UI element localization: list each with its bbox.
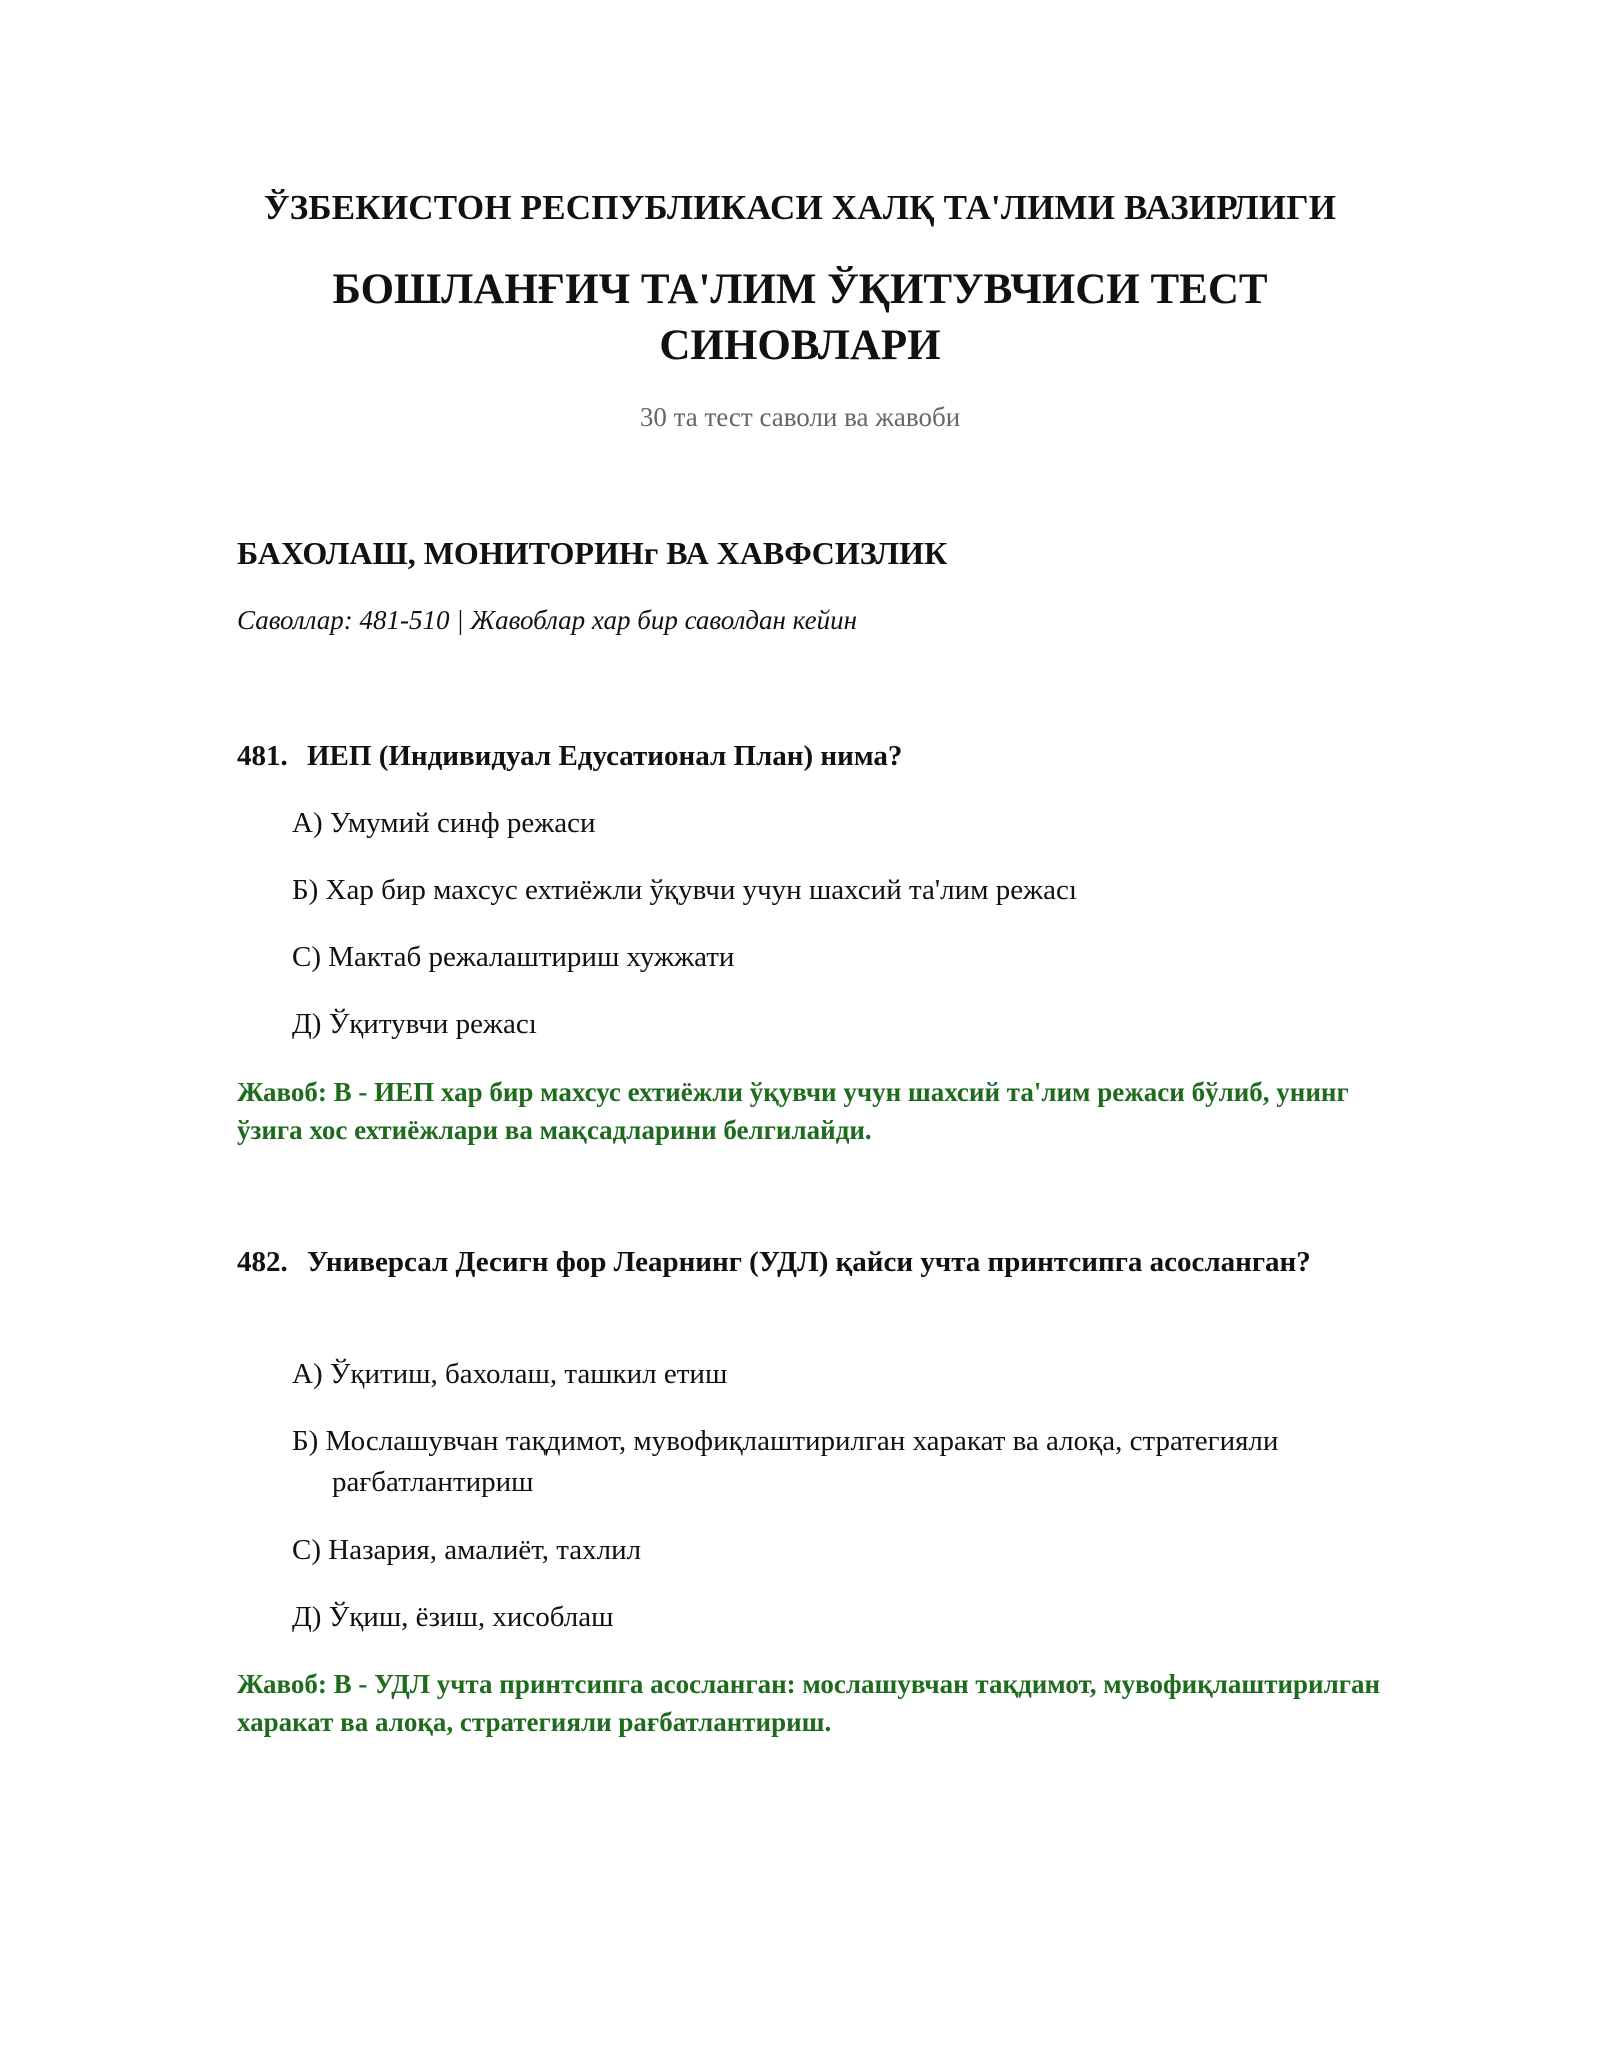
answer-option: Б) Мослашувчан тақдимот, мувофиқлаштирилган харакат ва алоқа, стратегияли рағбатлантириш bbox=[292, 1425, 1279, 1498]
answer-explanation: Жавоб: B - УДЛ учта принтсипга асосланган: мослашувчан тақдимот, мувофиқлаштирилган харакат ва алоқа, стратегияли рағбатлантириш. bbox=[237, 1669, 1381, 1737]
question-text: Универсал Десигн фор Леарнинг (УДЛ) қайси учта принтсипга асосланган? bbox=[307, 1246, 1311, 1278]
answer-explanation: Жавоб: B - ИЕП хар бир махсус ехтиёжли ўқувчи учун шахсий та'лим режаси бўлиб, унинг ўзига хос ехтиёжлари ва мақсадларини белгилайди. bbox=[237, 1077, 1349, 1145]
question-heading bbox=[237, 736, 1387, 777]
document-title: БОШЛАНҒИЧ ТА'ЛИМ ЎҚИТУВЧИСИ ТЕСТ СИНОВЛАРИ bbox=[332, 266, 1268, 369]
answer-option: Д) Ўқиш, ёзиш, хисоблаш bbox=[292, 1601, 614, 1633]
answer-option: Б) Хар бир махсус ехтиёжли ўқувчи учун шахсий та'лим режасı bbox=[292, 874, 1077, 906]
question-number: 481. bbox=[237, 740, 288, 772]
section-note: Саволлар: 481-510 | Жавоблар хар бир саволдан кейин bbox=[237, 605, 858, 635]
question-heading bbox=[237, 1242, 1387, 1283]
answer-option: С) Мактаб режалаштириш хужжати bbox=[292, 941, 735, 973]
answer-option: А) Ўқитиш, бахолаш, ташкил етиш bbox=[292, 1358, 728, 1390]
ministry-heading: ЎЗБЕКИСТОН РЕСПУБЛИКАСИ ХАЛҚ ТА'ЛИМИ ВАЗИРЛИГИ bbox=[263, 188, 1337, 227]
question-text: ИЕП (Индивидуал Едусатионал План) нима? bbox=[307, 740, 903, 772]
answer-option: Д) Ўқитувчи режасı bbox=[292, 1008, 537, 1040]
answer-option: С) Назария, амалиёт, тахлил bbox=[292, 1534, 642, 1566]
document-subtitle: 30 та тест саволи ва жавоби bbox=[639, 402, 961, 432]
section-title: БАХОЛАШ, МОНИТОРИНг ВА ХАВФСИЗЛИК bbox=[237, 535, 948, 571]
answer-option: А) Умумий синф режаси bbox=[292, 807, 596, 839]
question-number: 482. bbox=[237, 1246, 288, 1278]
